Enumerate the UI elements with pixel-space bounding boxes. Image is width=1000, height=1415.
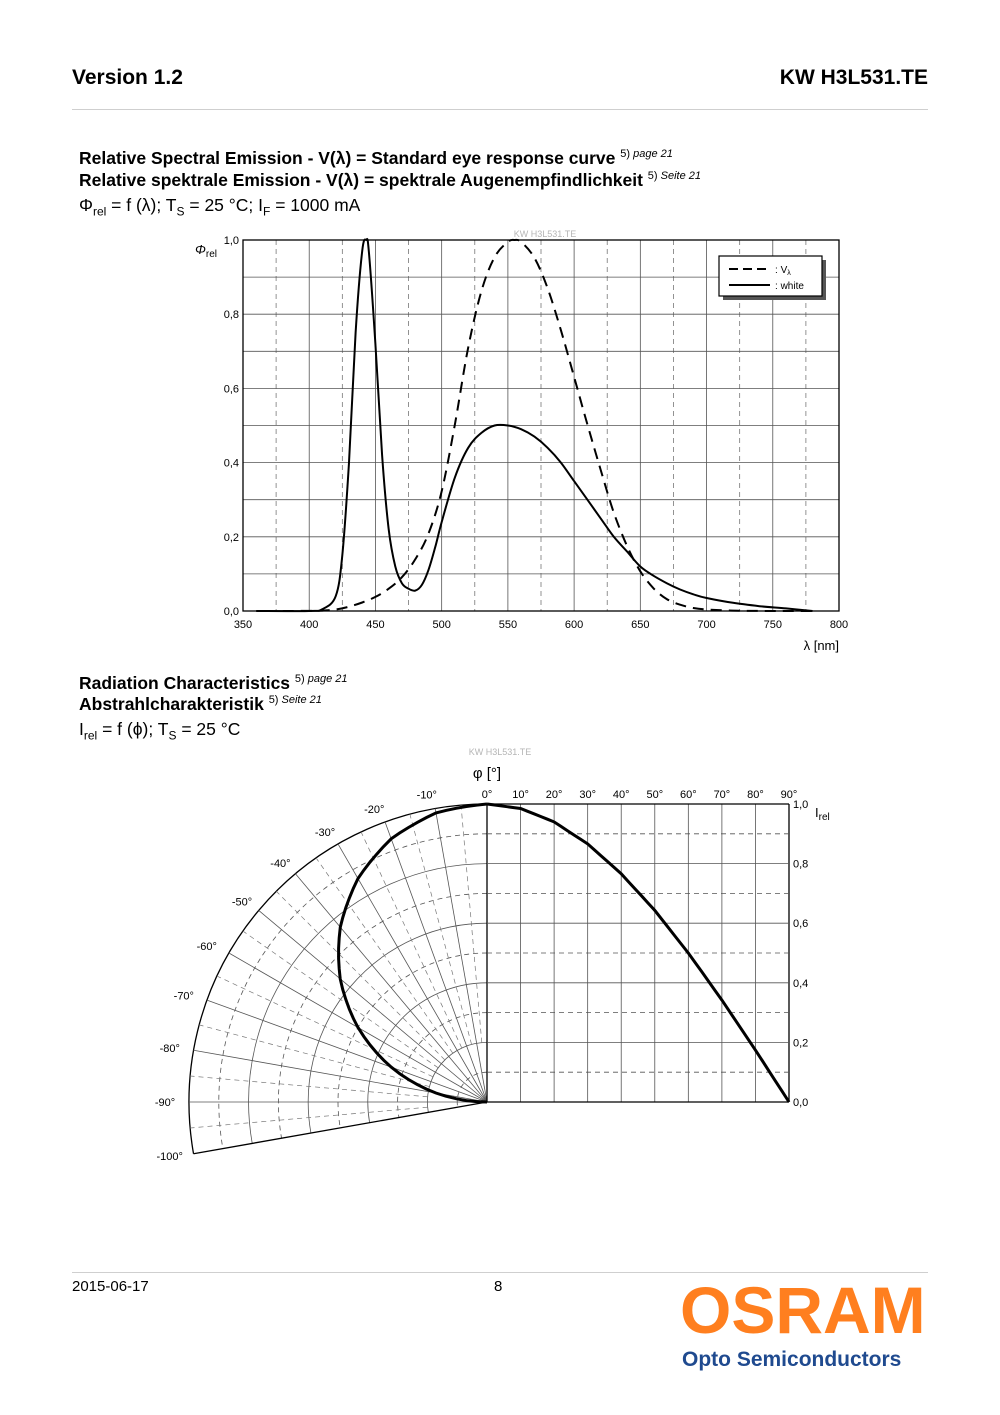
radiation-title-de: Abstrahlcharakteristik $^{5) Seite 21}$ (79, 694, 322, 714)
angle-tick-label: -80° (159, 1042, 180, 1055)
y-tick-label: 0,6 (223, 383, 239, 396)
phi-axis-label: φ [°] (472, 765, 502, 782)
phi-tick-label: 50° (646, 789, 664, 801)
spectral-title-en: Relative Spectral Emission - V(λ) = Standard eye response curve $^{5) page 21}$ (79, 148, 673, 168)
x-tick-label: 750 (763, 619, 782, 631)
angle-tick-label: -20° (364, 803, 385, 816)
radiation-title-en-ref: 5) page 21 (294, 673, 348, 686)
polar-angle-minor-line (461, 805, 482, 1042)
phi-tick-label: 60° (680, 789, 697, 801)
angle-tick-label: -60° (196, 941, 217, 953)
header-version: Version 1.2 (72, 66, 183, 89)
polar-angle-minor-line (199, 1025, 429, 1087)
irel-tick-label: 1,0 (793, 799, 809, 811)
angle-tick-label: -10° (416, 789, 437, 802)
legend-label-white: : white (775, 281, 804, 292)
spectral-title-de: Relative spektrale Emission - V(λ) = spektrale Augenempfindlichkeit $^{5) Seite 21}$ (79, 170, 702, 190)
irel-tick-label: 0,4 (793, 977, 809, 990)
header-rule (72, 109, 928, 110)
spectral-formula: $\Phi_{rel} = f$ (λ); $T_S = 25$ °C; $I_F = 1000$ mA (79, 195, 361, 219)
phi-tick-label: 70° (713, 789, 731, 801)
x-tick-label: 500 (432, 619, 451, 631)
x-tick-label: 650 (631, 619, 650, 631)
radiation-chart (0, 740, 1000, 1180)
footer-page-number: 8 (494, 1278, 503, 1295)
irel-tick-label: 0,0 (793, 1097, 809, 1109)
y-tick-label: 0,0 (223, 606, 239, 618)
radiation-title-de-ref: 5) Seite 21 (268, 694, 322, 707)
polar-angle-minor-line (190, 1107, 427, 1128)
angle-tick-label: -90° (154, 1097, 176, 1109)
polar-angle-minor-line (410, 814, 472, 1044)
x-tick-label: 700 (697, 619, 716, 631)
phi-tick-label: 90° (780, 789, 798, 801)
spectral-title-de-ref: 5) Seite 21 (647, 170, 702, 183)
legend (719, 256, 826, 300)
phi-tick-label: 40° (612, 789, 630, 801)
radiation-tick-labels (155, 789, 808, 1163)
y-tick-label: 1,0 (223, 235, 239, 247)
x-tick-label: 350 (233, 619, 253, 631)
phi-tick-label: 0° (481, 789, 493, 801)
x-tick-label: 800 (829, 619, 849, 631)
angle-tick-label: -40° (270, 857, 291, 870)
legend-label-v-lambda: : $V_\lambda$ (775, 265, 791, 277)
polar-angle-minor-line (190, 1076, 427, 1097)
watermark: KW H3L531.TE (468, 747, 532, 757)
y-tick-label: 0,2 (223, 531, 239, 544)
header-part-number: KW H3L531.TE (779, 66, 928, 89)
angle-tick-label: -30° (314, 826, 336, 839)
footer-date: 2015-06-17 (72, 1278, 149, 1295)
polar-angle-line (194, 1102, 487, 1154)
x-tick-label: 550 (498, 619, 518, 631)
x-tick-label: 450 (366, 619, 385, 631)
phi-tick-label: 80° (747, 789, 764, 801)
x-tick-label: 600 (564, 619, 584, 631)
y-tick-label: 0,8 (223, 309, 239, 322)
radiation-formula: $I_{rel} = f$ (ϕ); $T_S = 25$ °C (79, 719, 241, 743)
x-tick-label: 400 (300, 619, 319, 631)
irel-tick-label: 0,6 (793, 918, 809, 931)
spectral-chart (0, 222, 1000, 662)
phi-tick-label: 20° (545, 789, 563, 801)
irel-tick-label: 0,2 (793, 1037, 809, 1050)
polar-angle-minor-line (361, 832, 462, 1048)
x-axis-label: λ [nm] (803, 638, 839, 653)
radiation-title-en: Radiation Characteristics $^{5) page 21}$ (79, 673, 348, 693)
osram-logo: OSRAM (680, 1273, 926, 1347)
radiation-grid (189, 804, 789, 1154)
spectral-title-en-ref: 5) page 21 (620, 148, 673, 161)
angle-tick-label: -70° (173, 990, 194, 1003)
watermark: KW H3L531.TE (513, 229, 577, 239)
osram-logo-subtitle: Opto Semiconductors (682, 1348, 902, 1371)
angle-tick-label: -100° (156, 1151, 183, 1164)
angle-tick-label: -50° (231, 896, 253, 909)
phi-tick-label: 10° (512, 789, 529, 801)
series-polar-curve (339, 804, 487, 1102)
phi-tick-label: 30° (579, 789, 596, 801)
polar-angle-minor-line (243, 931, 438, 1068)
polar-angle-minor-line (217, 976, 433, 1077)
y-tick-label: 0,4 (223, 457, 239, 470)
irel-tick-label: 0,8 (793, 858, 809, 871)
y-axis-label: $\Phi_{rel}$ (195, 242, 218, 260)
irel-axis-label: $I_{rel}$ (815, 805, 830, 823)
